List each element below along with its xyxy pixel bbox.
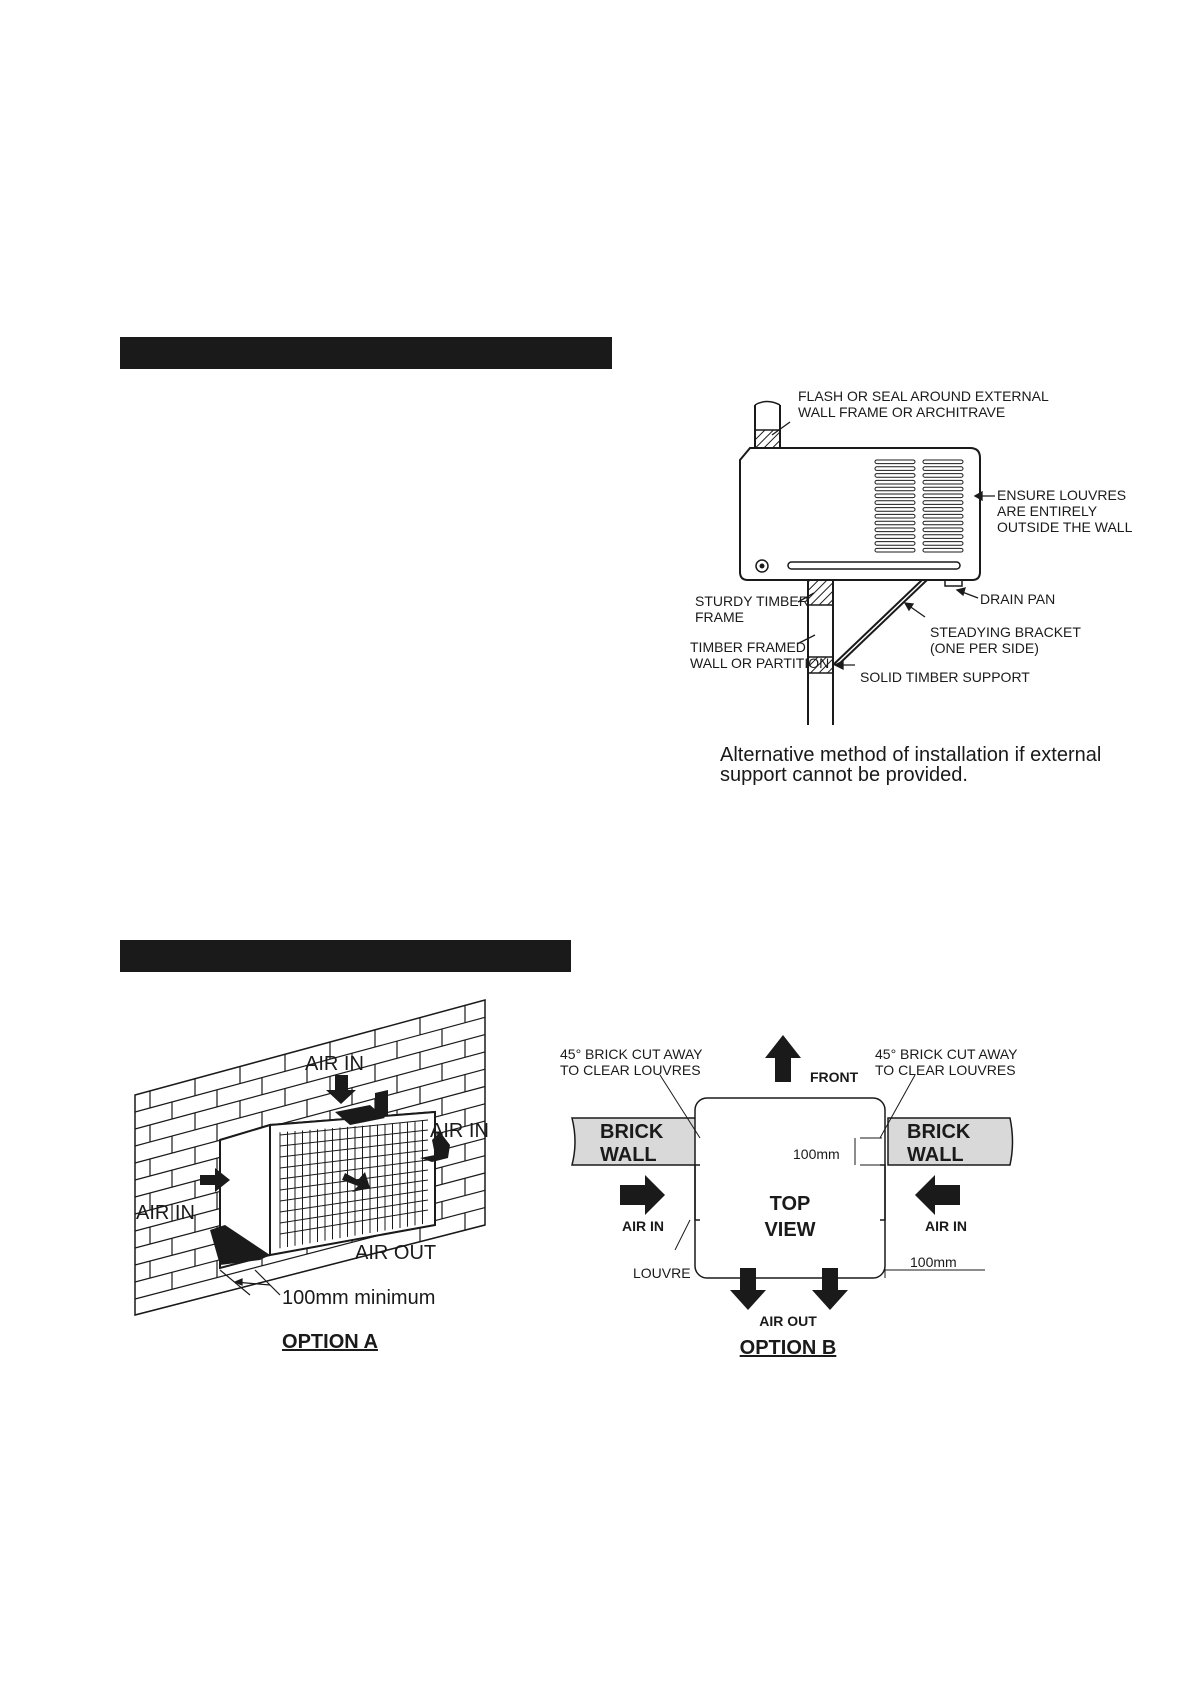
label-solid-support: SOLID TIMBER SUPPORT [860, 669, 1030, 685]
label-brick-left: BRICK [600, 1121, 664, 1143]
label-timber-wall-2: WALL OR PARTITION [690, 655, 830, 671]
alternative-installation-diagram [660, 388, 1133, 790]
unit-top-view [695, 1098, 885, 1278]
label-100mm-depth: 100mm [793, 1146, 840, 1162]
option-a-title: OPTION A [282, 1331, 378, 1353]
timber-wall-upper [755, 402, 780, 449]
label-air-out: AIR OUT [355, 1242, 437, 1264]
label-sturdy-timber-1: STURDY TIMBER [695, 593, 809, 609]
air-conditioner-unit [740, 448, 980, 586]
label-brick-cut-right-2: TO CLEAR LOUVRES [875, 1062, 1016, 1078]
label-louvres-2: ARE ENTIRELY [997, 503, 1098, 519]
label-bracket-1: STEADYING BRACKET [930, 624, 1081, 640]
label-louvre: LOUVRE [633, 1265, 691, 1281]
label-view: VIEW [764, 1219, 816, 1241]
label-wall-right: WALL [907, 1144, 964, 1166]
option-b-title: OPTION B [739, 1337, 837, 1359]
label-louvres-3: OUTSIDE THE WALL [997, 519, 1133, 535]
option-b-diagram [560, 1020, 1060, 1370]
label-air-in-top: AIR IN [305, 1053, 364, 1075]
label-top: TOP [769, 1193, 811, 1215]
label-brick-cut-left-1: 45° BRICK CUT AWAY [560, 1046, 703, 1062]
label-flash-seal-1: FLASH OR SEAL AROUND EXTERNAL [798, 388, 1049, 404]
section-heading-bar-1 [120, 337, 612, 369]
label-louvres-1: ENSURE LOUVRES [997, 487, 1127, 503]
label-flash-seal-2: WALL FRAME OR ARCHITRAVE [798, 404, 1006, 420]
label-air-out: AIR OUT [759, 1313, 817, 1329]
label-sturdy-timber-2: FRAME [695, 609, 744, 625]
label-air-in-left: AIR IN [136, 1202, 195, 1224]
label-100mm-side: 100mm [910, 1254, 957, 1270]
label-air-in-left: AIR IN [622, 1218, 664, 1234]
timber-wall-lower [808, 580, 833, 725]
steadying-bracket [833, 580, 927, 665]
option-a-diagram [130, 1000, 510, 1370]
section-heading-bar-2 [120, 940, 571, 972]
label-front: FRONT [810, 1069, 859, 1085]
label-brick-cut-left-2: TO CLEAR LOUVRES [560, 1062, 701, 1078]
caption-line-2: support cannot be provided. [720, 764, 968, 786]
label-bracket-2: (ONE PER SIDE) [930, 640, 1039, 656]
label-air-in-right: AIR IN [430, 1120, 489, 1142]
label-air-in-right: AIR IN [925, 1218, 967, 1234]
label-timber-wall-1: TIMBER FRAMED [690, 639, 806, 655]
label-minimum-clearance: 100mm minimum [282, 1287, 436, 1309]
label-drain-pan: DRAIN PAN [980, 591, 1056, 607]
label-brick-right: BRICK [907, 1121, 971, 1143]
label-brick-cut-right-1: 45° BRICK CUT AWAY [875, 1046, 1018, 1062]
label-wall-left: WALL [600, 1144, 657, 1166]
caption-line-1: Alternative method of installation if external [720, 744, 1102, 766]
